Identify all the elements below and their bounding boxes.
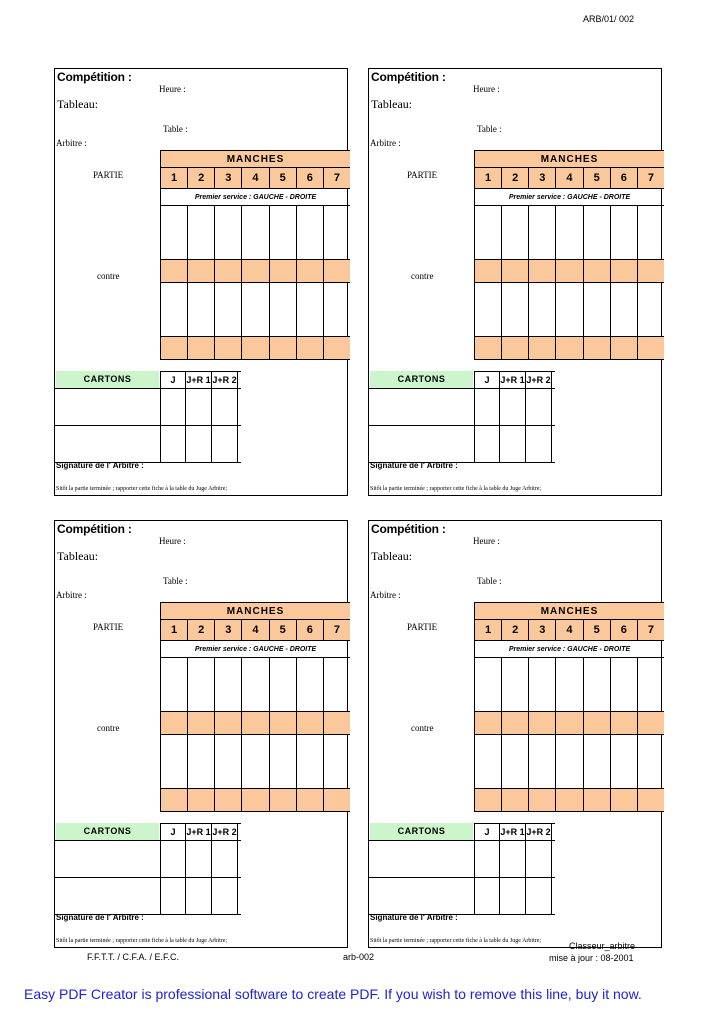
carton-cell[interactable] <box>160 841 186 877</box>
carton-cell[interactable] <box>500 841 526 877</box>
partie-label: PARTIE <box>93 622 124 632</box>
cartons-label: CARTONS <box>370 823 473 840</box>
score-cell[interactable] <box>270 206 297 259</box>
arbitre-label: Arbitre : <box>56 590 87 600</box>
document-reference: ARB/01/ 002 <box>583 14 635 24</box>
score-cell[interactable] <box>611 206 638 259</box>
carton-cell[interactable] <box>526 878 552 914</box>
manche-number: 1 <box>475 168 502 188</box>
carton-col: J+R 2 <box>526 824 552 840</box>
score-cell[interactable] <box>324 283 350 336</box>
score-row-player2 <box>475 283 664 337</box>
premier-service-label: Premier service : GAUCHE - DROITE <box>475 641 664 658</box>
score-cell[interactable] <box>161 658 188 711</box>
score-cell[interactable] <box>188 206 215 259</box>
separator-row <box>161 260 350 283</box>
score-cell[interactable] <box>638 283 664 336</box>
carton-cell[interactable] <box>160 389 186 425</box>
cartons-row <box>160 841 241 878</box>
manche-number: 6 <box>611 168 638 188</box>
competition-label: Compétition : <box>371 70 446 84</box>
score-cell[interactable] <box>475 658 502 711</box>
instruction-note: Sitôt la partie terminée ; rapporter cette fiche à la table du Juge Arbitre; <box>56 938 228 944</box>
contre-label: contre <box>97 271 120 281</box>
carton-col: J+R 2 <box>526 372 552 388</box>
score-grid <box>474 602 664 812</box>
partie-label: PARTIE <box>93 170 124 180</box>
carton-cell[interactable] <box>186 389 212 425</box>
cartons-header-row <box>160 823 241 841</box>
score-row-player2 <box>475 735 664 789</box>
score-cell[interactable] <box>297 735 324 788</box>
score-cell[interactable] <box>324 206 350 259</box>
cartons-grid <box>474 371 555 463</box>
score-cell[interactable] <box>297 206 324 259</box>
carton-col: J+R 1 <box>500 824 526 840</box>
score-cell[interactable] <box>556 206 583 259</box>
score-cell[interactable] <box>297 283 324 336</box>
cartons-header-row <box>474 823 555 841</box>
score-cell[interactable] <box>502 735 529 788</box>
instruction-note: Sitôt la partie terminée ; rapporter cette fiche à la table du Juge Arbitre; <box>56 486 228 492</box>
score-cell[interactable] <box>324 658 350 711</box>
carton-cell[interactable] <box>212 389 238 425</box>
score-row-player1 <box>475 206 664 260</box>
carton-cell[interactable] <box>526 389 552 425</box>
signature-label: Signature de l' Arbitre : <box>370 461 458 470</box>
cartons-header-row <box>474 371 555 389</box>
score-row-player1 <box>161 658 350 712</box>
carton-cell[interactable] <box>526 841 552 877</box>
carton-cell[interactable] <box>474 389 500 425</box>
score-cell[interactable] <box>161 735 188 788</box>
signature-label: Signature de l' Arbitre : <box>56 913 144 922</box>
manche-number: 7 <box>333 172 340 184</box>
carton-cell[interactable] <box>500 389 526 425</box>
cartons-grid <box>160 371 241 463</box>
divider <box>55 877 160 878</box>
carton-col: J+R 2 <box>212 824 238 840</box>
divider <box>369 425 474 426</box>
manche-numbers-row <box>475 168 664 189</box>
score-cell[interactable] <box>638 206 664 259</box>
score-cell[interactable] <box>584 658 611 711</box>
score-cell[interactable] <box>324 735 350 788</box>
table-label: Table : <box>163 576 188 586</box>
cartons-grid <box>160 823 241 915</box>
score-cell[interactable] <box>502 283 529 336</box>
divider <box>369 877 474 878</box>
carton-cell[interactable] <box>186 878 212 914</box>
manche-number: 6 <box>297 168 324 188</box>
score-cell[interactable] <box>584 735 611 788</box>
score-grid <box>160 150 350 360</box>
divider <box>369 840 474 841</box>
heure-label: Heure : <box>473 536 500 546</box>
cartons-label: CARTONS <box>56 371 159 388</box>
contre-label: contre <box>411 723 434 733</box>
carton-cell[interactable] <box>500 426 526 462</box>
score-cell[interactable] <box>638 735 664 788</box>
carton-col: J+R 1 <box>186 372 212 388</box>
carton-col: J <box>160 372 186 388</box>
score-cell[interactable] <box>270 735 297 788</box>
manche-number: 5 <box>270 620 297 640</box>
contre-label: contre <box>411 271 434 281</box>
score-cell[interactable] <box>215 658 242 711</box>
premier-service-label: Premier service : GAUCHE - DROITE <box>161 189 350 206</box>
score-cell[interactable] <box>188 658 215 711</box>
cartons-row <box>474 426 555 463</box>
manches-header: MANCHES <box>475 602 664 620</box>
manche-number: 3 <box>529 168 556 188</box>
score-cell[interactable] <box>475 206 502 259</box>
score-cell[interactable] <box>215 735 242 788</box>
separator-row <box>161 789 350 812</box>
score-cell[interactable] <box>584 283 611 336</box>
cartons-row <box>160 389 241 426</box>
manche-number: 2 <box>502 620 529 640</box>
premier-service-label: Premier service : GAUCHE - DROITE <box>475 189 664 206</box>
partie-label: PARTIE <box>407 622 438 632</box>
cartons-row <box>474 389 555 426</box>
manche-numbers-row <box>161 168 350 189</box>
score-cell[interactable] <box>188 735 215 788</box>
carton-col: J <box>474 372 500 388</box>
arbitre-label: Arbitre : <box>56 138 87 148</box>
manche-number: 5 <box>270 168 297 188</box>
manche-number: 1 <box>161 620 188 640</box>
separator-row <box>475 789 664 812</box>
manche-number: 5 <box>584 168 611 188</box>
competition-label: Compétition : <box>57 522 132 536</box>
cartons-grid <box>474 823 555 915</box>
manches-header: MANCHES <box>475 150 664 168</box>
tableau-label: Tableau: <box>57 549 99 563</box>
score-cell[interactable] <box>611 735 638 788</box>
competition-label: Compétition : <box>57 70 132 84</box>
manche-numbers-row <box>161 620 350 641</box>
heure-label: Heure : <box>473 84 500 94</box>
tableau-label: Tableau: <box>57 97 99 111</box>
divider <box>55 388 160 389</box>
score-cell[interactable] <box>502 658 529 711</box>
carton-col: J <box>160 824 186 840</box>
match-sheet <box>54 68 348 496</box>
score-cell[interactable] <box>270 658 297 711</box>
carton-cell[interactable] <box>160 426 186 462</box>
manche-number: 4 <box>242 620 269 640</box>
score-cell[interactable] <box>556 735 583 788</box>
carton-col: J+R 1 <box>186 824 212 840</box>
carton-cell[interactable] <box>474 841 500 877</box>
carton-col: J+R 1 <box>500 372 526 388</box>
manche-number: 2 <box>188 168 215 188</box>
score-row-player1 <box>161 206 350 260</box>
table-label: Table : <box>477 124 502 134</box>
manche-number: 4 <box>242 168 269 188</box>
separator-row <box>161 337 350 360</box>
score-cell[interactable] <box>161 283 188 336</box>
manche-number: 7 <box>647 172 654 184</box>
match-sheet <box>368 68 662 496</box>
manche-number: 3 <box>215 620 242 640</box>
separator-row <box>475 260 664 283</box>
cartons-row <box>160 878 241 915</box>
score-cell[interactable] <box>556 658 583 711</box>
manche-number: 2 <box>502 168 529 188</box>
manche-number: 7 <box>333 624 340 636</box>
score-grid <box>474 150 664 360</box>
cartons-row <box>474 878 555 915</box>
tableau-label: Tableau: <box>371 549 413 563</box>
carton-col: J+R 2 <box>212 372 238 388</box>
tableau-label: Tableau: <box>371 97 413 111</box>
score-cell[interactable] <box>270 283 297 336</box>
table-label: Table : <box>163 124 188 134</box>
manche-number: 5 <box>584 620 611 640</box>
contre-label: contre <box>97 723 120 733</box>
arbitre-label: Arbitre : <box>370 138 401 148</box>
score-cell[interactable] <box>215 283 242 336</box>
manche-number: 3 <box>215 168 242 188</box>
score-cell[interactable] <box>215 206 242 259</box>
manche-numbers-row <box>475 620 664 641</box>
manche-number: 3 <box>529 620 556 640</box>
separator-row <box>161 712 350 735</box>
carton-cell[interactable] <box>474 426 500 462</box>
footer-classeur: Classeur_arbitre <box>569 941 636 951</box>
score-cell[interactable] <box>529 206 556 259</box>
score-cell[interactable] <box>475 735 502 788</box>
score-cell[interactable] <box>529 735 556 788</box>
divider <box>369 388 474 389</box>
carton-cell[interactable] <box>160 878 186 914</box>
pdf-creator-banner: Easy PDF Creator is professional software to create PDF. If you wish to remove this line, buy it now. <box>24 986 642 1002</box>
score-row-player2 <box>161 735 350 789</box>
score-cell[interactable] <box>556 283 583 336</box>
arbitre-label: Arbitre : <box>370 590 401 600</box>
carton-col: J <box>474 824 500 840</box>
carton-cell[interactable] <box>212 841 238 877</box>
manche-number: 2 <box>188 620 215 640</box>
score-cell[interactable] <box>638 658 664 711</box>
score-cell[interactable] <box>529 283 556 336</box>
score-cell[interactable] <box>161 206 188 259</box>
heure-label: Heure : <box>159 536 186 546</box>
separator-row <box>475 337 664 360</box>
divider <box>55 840 160 841</box>
manche-number: 7 <box>647 624 654 636</box>
score-cell[interactable] <box>242 283 269 336</box>
carton-cell[interactable] <box>212 426 238 462</box>
match-sheet <box>54 520 348 948</box>
instruction-note: Sitôt la partie terminée ; rapporter cette fiche à la table du Juge Arbitre; <box>370 486 542 492</box>
premier-service-label: Premier service : GAUCHE - DROITE <box>161 641 350 658</box>
score-row-player1 <box>475 658 664 712</box>
competition-label: Compétition : <box>371 522 446 536</box>
cartons-label: CARTONS <box>56 823 159 840</box>
heure-label: Heure : <box>159 84 186 94</box>
score-cell[interactable] <box>611 658 638 711</box>
manches-header: MANCHES <box>161 150 350 168</box>
divider <box>55 425 160 426</box>
manche-number: 6 <box>297 620 324 640</box>
score-cell[interactable] <box>242 206 269 259</box>
score-cell[interactable] <box>475 283 502 336</box>
instruction-note: Sitôt la partie terminée ; rapporter cette fiche à la table du Juge Arbitre; <box>370 938 542 944</box>
carton-cell[interactable] <box>500 878 526 914</box>
table-label: Table : <box>477 576 502 586</box>
signature-label: Signature de l' Arbitre : <box>370 913 458 922</box>
cartons-row <box>474 841 555 878</box>
score-cell[interactable] <box>188 283 215 336</box>
score-cell[interactable] <box>611 283 638 336</box>
score-cell[interactable] <box>297 658 324 711</box>
signature-label: Signature de l' Arbitre : <box>56 461 144 470</box>
carton-cell[interactable] <box>212 878 238 914</box>
cartons-header-row <box>160 371 241 389</box>
partie-label: PARTIE <box>407 170 438 180</box>
manches-header: MANCHES <box>161 602 350 620</box>
carton-cell[interactable] <box>526 426 552 462</box>
match-sheet <box>368 520 662 948</box>
carton-cell[interactable] <box>186 841 212 877</box>
carton-cell[interactable] <box>474 878 500 914</box>
manche-number: 4 <box>556 620 583 640</box>
cartons-label: CARTONS <box>370 371 473 388</box>
score-cell[interactable] <box>242 658 269 711</box>
score-row-player2 <box>161 283 350 337</box>
score-cell[interactable] <box>502 206 529 259</box>
score-cell[interactable] <box>242 735 269 788</box>
separator-row <box>475 712 664 735</box>
cartons-row <box>160 426 241 463</box>
score-cell[interactable] <box>529 658 556 711</box>
carton-cell[interactable] <box>186 426 212 462</box>
footer-update: mise à jour : 08-2001 <box>549 953 634 963</box>
score-grid <box>160 602 350 812</box>
manche-number: 1 <box>475 620 502 640</box>
footer-code: arb-002 <box>343 952 375 962</box>
manche-number: 4 <box>556 168 583 188</box>
score-cell[interactable] <box>584 206 611 259</box>
manche-number: 1 <box>161 168 188 188</box>
footer-organisation: F.F.T.T. / C.F.A. / E.F.C. <box>87 952 180 962</box>
manche-number: 6 <box>611 620 638 640</box>
